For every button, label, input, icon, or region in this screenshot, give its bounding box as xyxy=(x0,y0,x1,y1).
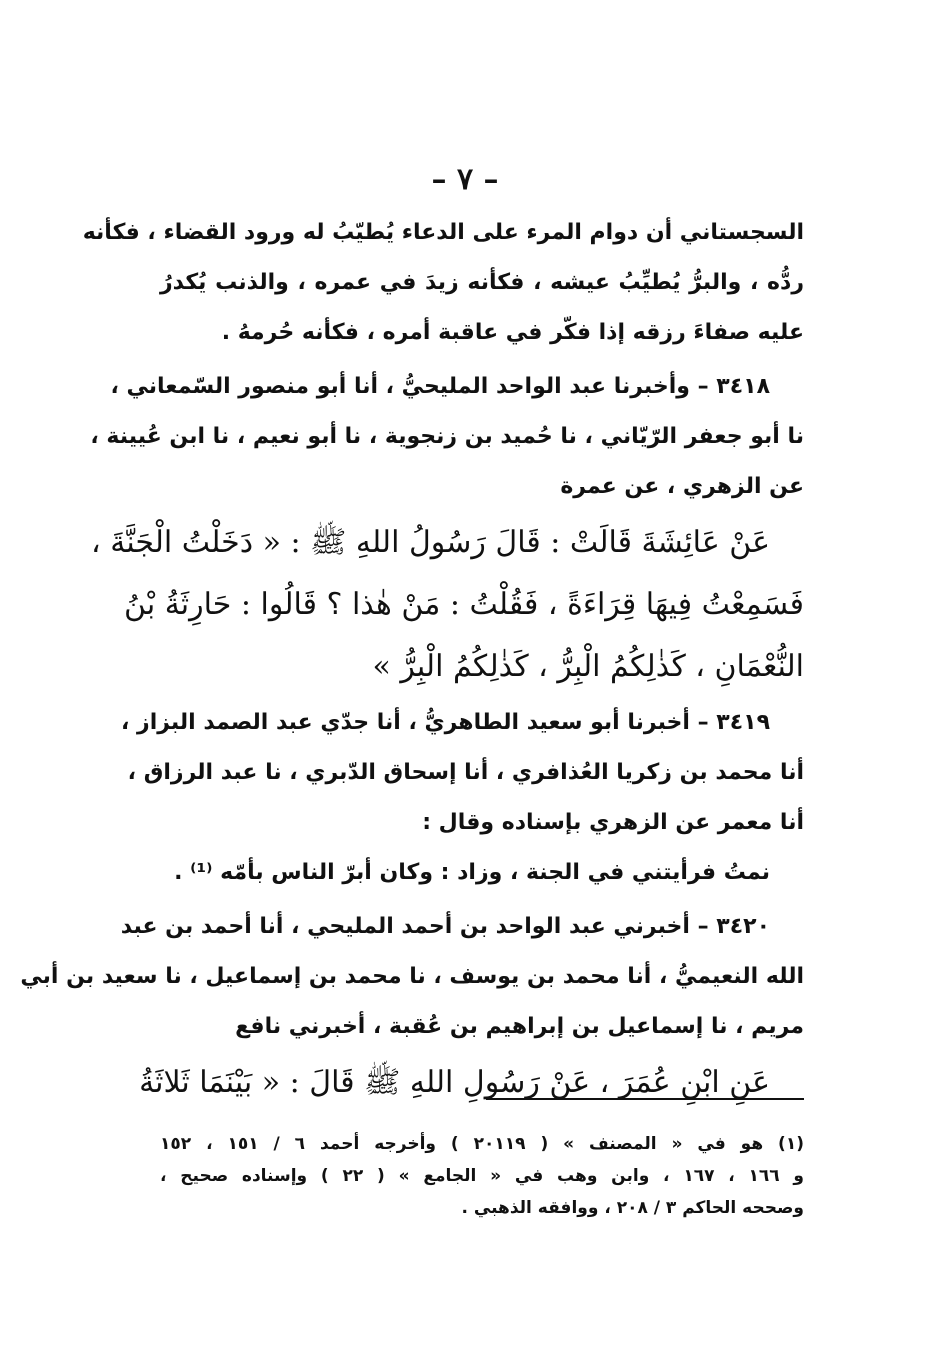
hadith-3420-matn xyxy=(139,1052,804,1114)
hadith-line: عَنْ عَائِشَةَ قَالَتْ : قَالَ رَسُولُ اللهِ ﷺ : « دَخَلْتُ الْجَنَّةَ ، xyxy=(91,525,770,560)
footnote-line: و ١٦٦ ، ١٦٧ ، وابن وهب في « الجامع » ( ٢٢ ) وإسناده صحيح ، xyxy=(160,1166,804,1186)
text-line: ٣٤٢٠ – أخبرني عبد الواحد بن أحمد المليحي ، أنا أحمد بن عبد xyxy=(120,914,770,939)
main-text xyxy=(20,208,804,1114)
hadith-3419-variant xyxy=(160,848,804,898)
text-line: ٣٤١٨ – وأخبرنا عبد الواحد المليحيُّ ، أنا أبو منصور السّمعاني ، xyxy=(110,374,770,399)
footnote-divider xyxy=(486,1098,804,1100)
text-line: ٣٤١٩ – أخبرنا أبو سعيد الطاهريُّ ، أنا جدّي عبد الصمد البزاز ، xyxy=(121,710,770,735)
hadith-line: النُّعْمَانِ ، كَذٰلِكُمُ الْبِرُّ ، كَذٰلِكُمُ الْبِرُّ » xyxy=(372,649,804,684)
page-number: – ٧ – xyxy=(431,162,499,197)
hadith-3419-isnad xyxy=(121,698,804,848)
paragraph-continuation xyxy=(82,208,804,358)
text-line: عليه صفاءَ رزقه إذا فكّر في عاقبة أمره ، فكأنه حُرمهُ . xyxy=(221,320,804,345)
hadith-line: عَنِ ابْنِ عُمَرَ ، عَنْ رَسُولِ اللهِ ﷺ قَالَ : « بَيْنَمَا ثَلاثَةُ xyxy=(139,1065,770,1100)
text-line: الله النعيميُّ ، أنا محمد بن يوسف ، نا محمد بن إسماعيل ، نا سعيد بن أبي xyxy=(20,964,804,989)
text-line: السجستاني أن دوام المرء على الدعاء يُطيّبُ له ورود القضاء ، فكأنه xyxy=(82,220,804,245)
footnote-line: وصححه الحاكم ٣ / ٢٠٨ ، ووافقه الذهبي . xyxy=(461,1198,804,1218)
text-line: أنا معمر عن الزهري بإسناده وقال : xyxy=(422,810,804,835)
text-line: نمتُ فرأيتني في الجنة ، وزاد : وكان أبرّ الناس بأمّه ⁽¹⁾ . xyxy=(174,860,770,885)
text-line: نا أبو جعفر الرّيّاني ، نا حُميد بن زنجوية ، نا أبو نعيم ، نا ابن عُيينة ، xyxy=(90,424,804,449)
text-line: أنا محمد بن زكريا العُذافري ، أنا إسحاق الدّبري ، نا عبد الرزاق ، xyxy=(127,760,804,785)
text-line: ردُّه ، والبرُّ يُطيِّبُ عيشه ، فكأنه زيدَ في عمره ، والذنب يُكدرُ xyxy=(160,270,804,295)
footnotes xyxy=(160,1128,804,1224)
hadith-3418-matn xyxy=(91,512,804,698)
hadith-line: فَسَمِعْتُ فِيهَا قِرَاءَةً ، فَقُلْتُ : مَنْ هٰذا ؟ قَالُوا : حَارِثَةُ بْنُ xyxy=(123,587,804,622)
footnote-line: (١) هو في « المصنف » ( ٢٠١١٩ ) وأخرجه أحمد ٦ / ١٥١ ، ١٥٢ xyxy=(160,1134,804,1154)
text-line: عن الزهري ، عن عمرة xyxy=(560,474,804,499)
hadith-3420-isnad xyxy=(20,902,804,1052)
text-line: مريم ، نا إسماعيل بن إبراهيم بن عُقبة ، أخبرني نافع xyxy=(235,1014,804,1039)
hadith-3418-isnad xyxy=(90,362,804,512)
